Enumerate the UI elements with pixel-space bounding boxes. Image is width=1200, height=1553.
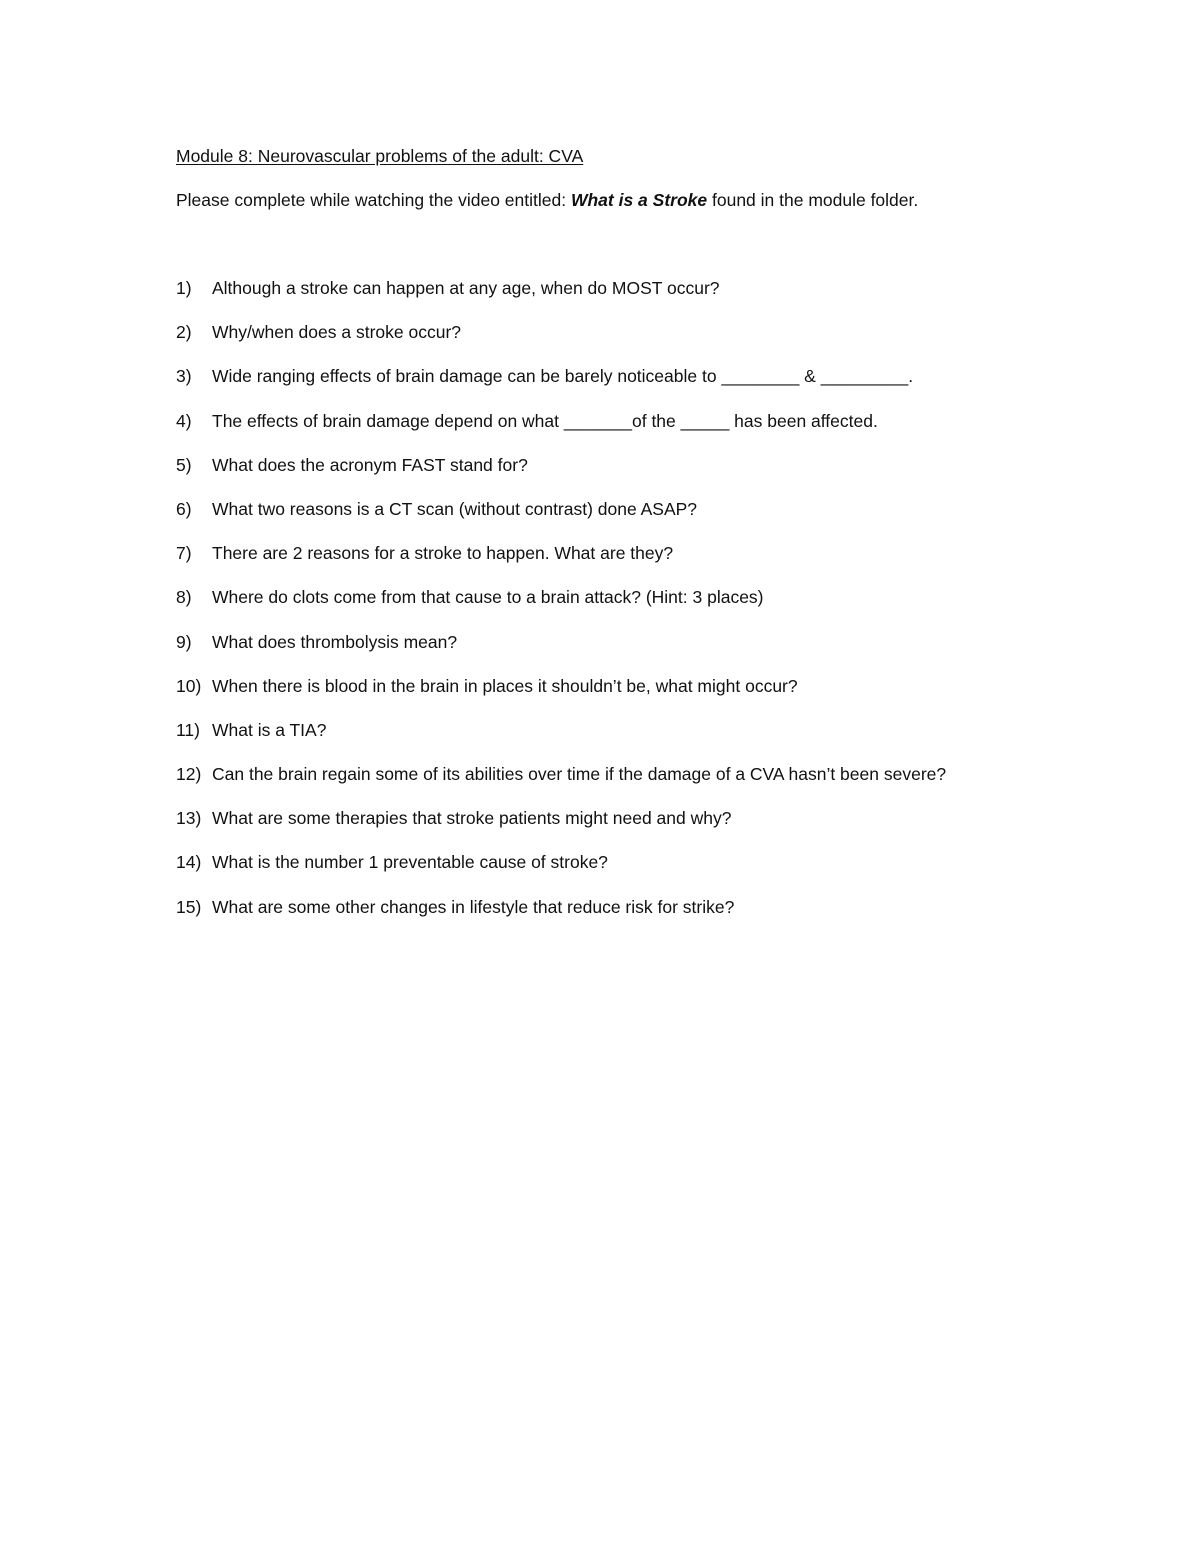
question-text: What is a TIA?: [212, 719, 327, 740]
question-number: 10): [176, 675, 202, 696]
question-text: What does thrombolysis mean?: [212, 631, 458, 652]
question-item: [176, 850, 1076, 894]
question-item: [176, 806, 1076, 850]
question-text: Why/when does a stroke occur?: [212, 322, 462, 343]
question-text: What does the acronym FAST stand for?: [212, 454, 528, 475]
question-number: 8): [176, 587, 192, 608]
question-item: [176, 453, 1076, 497]
question-number: 15): [176, 896, 202, 917]
question-number: 3): [176, 366, 192, 387]
question-text: Where do clots come from that cause to a brain attack? (Hint: 3 places): [212, 587, 764, 608]
question-text: The effects of brain damage depend on what _______of the _____ has been affected.: [212, 410, 878, 431]
question-item: [176, 718, 1076, 762]
question-item: [176, 409, 1076, 453]
question-text: Wide ranging effects of brain damage can be barely noticeable to ________ & _________.: [212, 366, 914, 387]
question-number: 4): [176, 410, 192, 431]
question-item: [176, 630, 1076, 674]
question-text: Although a stroke can happen at any age, when do MOST occur?: [212, 278, 720, 298]
question-item: [176, 320, 1076, 364]
question-item: [176, 497, 1076, 541]
question-text: There are 2 reasons for a stroke to happen. What are they?: [212, 543, 674, 564]
question-number: 1): [176, 278, 192, 298]
question-number: 12): [176, 764, 202, 785]
instructions-lead: Please complete while watching the video entitled:: [176, 190, 571, 210]
question-number: 7): [176, 543, 192, 564]
question-text: Can the brain regain some of its abilities over time if the damage of a CVA hasn’t been severe?: [212, 764, 947, 785]
question-number: 6): [176, 498, 192, 519]
question-item: [176, 762, 1076, 806]
question-item: [176, 895, 1076, 939]
question-text: What two reasons is a CT scan (without contrast) done ASAP?: [212, 498, 698, 519]
question-number: 9): [176, 631, 192, 652]
question-item: [176, 585, 1076, 629]
question-item: [176, 364, 1076, 408]
question-text: When there is blood in the brain in places it shouldn’t be, what might occur?: [212, 675, 798, 696]
question-item: [176, 674, 1076, 718]
page-title: Module 8: Neurovascular problems of the adult: CVA: [176, 146, 584, 166]
document-content: [176, 144, 1076, 939]
video-title: What is a Stroke: [570, 190, 708, 210]
question-item: [176, 541, 1076, 585]
question-item: [176, 276, 1076, 320]
question-text: What are some therapies that stroke patients might need and why?: [212, 808, 732, 829]
instructions: [176, 188, 1076, 212]
question-number: 13): [176, 808, 202, 829]
question-number: 14): [176, 852, 202, 873]
question-list: [176, 276, 1076, 939]
question-number: 11): [176, 719, 200, 740]
instructions-tail: found in the module folder.: [707, 190, 919, 210]
question-number: 5): [176, 454, 192, 475]
question-text: What are some other changes in lifestyle that reduce risk for strike?: [212, 896, 735, 917]
question-text: What is the number 1 preventable cause of stroke?: [212, 852, 608, 873]
question-number: 2): [176, 322, 192, 343]
